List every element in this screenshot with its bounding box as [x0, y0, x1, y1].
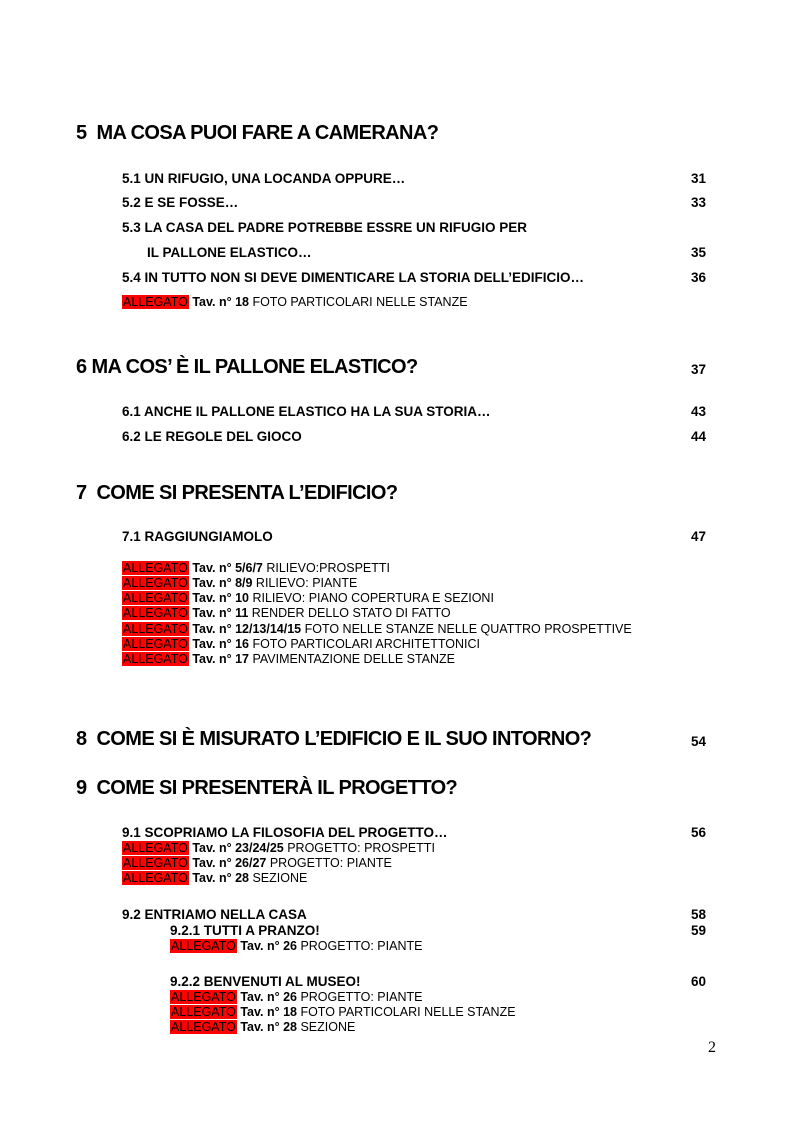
page-number: 2 — [708, 1039, 716, 1056]
attachment-tag: ALLEGATO — [123, 561, 188, 575]
attachment-line — [170, 1020, 355, 1035]
attachment-line — [170, 1005, 516, 1020]
attachment-tag: ALLEGATO — [171, 990, 236, 1004]
section-title: 5.3 LA CASA DEL PADRE POTREBBE ESSRE UN RIFUGIO PER — [122, 220, 528, 235]
attachment-line — [122, 637, 480, 652]
section-page: 33 — [690, 195, 706, 210]
section-page: 31 — [690, 171, 706, 186]
chapter-number: 5 — [76, 122, 87, 144]
attachment-line — [122, 576, 357, 591]
attachment-tag: ALLEGATO — [123, 637, 188, 651]
attachment-line — [170, 939, 422, 954]
attachment-desc: RENDER DELLO STATO DI FATTO — [248, 606, 451, 620]
attachment-tag: ALLEGATO — [123, 871, 188, 885]
attachment-tag: ALLEGATO — [123, 622, 188, 636]
section-page: 36 — [690, 270, 706, 285]
attachment-tav: Tav. n° 16 — [192, 637, 249, 651]
attachment-tav: Tav. n° 26/27 — [192, 856, 267, 870]
section-page: 60 — [690, 974, 706, 989]
attachment-line — [122, 606, 451, 621]
chapter-title: COME SI PRESENTERÀ IL PROGETTO? — [96, 777, 458, 799]
chapter-5-heading — [76, 122, 438, 145]
attachment-desc: PROGETTO: PROSPETTI — [283, 841, 435, 855]
attachment-tav: Tav. n° 11 — [192, 606, 249, 620]
attachment-desc: PROGETTO: PIANTE — [266, 856, 392, 870]
attachment-desc: FOTO NELLE STANZE NELLE QUATTRO PROSPETTIVE — [301, 622, 632, 636]
attachment-line — [122, 871, 307, 886]
attachment-line — [122, 652, 455, 667]
section-page: 44 — [690, 429, 706, 444]
attachment-tag: ALLEGATO — [171, 1005, 236, 1019]
attachment-tag: ALLEGATO — [123, 591, 188, 605]
attachment-tav: Tav. n° 28 — [240, 1020, 297, 1034]
attachment-tag: ALLEGATO — [123, 576, 188, 590]
subsection-title: 9.2.1 TUTTI A PRANZO! — [170, 923, 320, 938]
section-page: 58 — [690, 907, 706, 922]
chapter-number: 6 — [76, 356, 87, 378]
attachment-tag: ALLEGATO — [123, 652, 188, 666]
section-title: 7.1 RAGGIUNGIAMOLO — [122, 529, 273, 544]
section-title: IL PALLONE ELASTICO… — [147, 245, 312, 260]
attachment-tav: Tav. n° 26 — [240, 990, 297, 1004]
attachment-desc: PROGETTO: PIANTE — [296, 939, 423, 953]
attachment-desc: FOTO PARTICOLARI ARCHITETTONICI — [248, 637, 481, 651]
attachment-line — [122, 561, 390, 576]
attachment-tav: Tav. n° 12/13/14/15 — [192, 622, 302, 636]
chapter-title: MA COS’ È IL PALLONE ELASTICO? — [91, 356, 418, 378]
attachment-desc: PAVIMENTAZIONE DELLE STANZE — [248, 652, 456, 666]
chapter-title: COME SI PRESENTA L’EDIFICIO? — [96, 482, 398, 504]
attachment-desc: RILIEVO: PIANO COPERTURA E SEZIONI — [248, 591, 494, 605]
chapter-6-heading — [76, 356, 418, 379]
chapter-number: 7 — [76, 482, 87, 504]
chapter-title: COME SI È MISURATO L’EDIFICIO E IL SUO INTORNO? — [96, 728, 592, 750]
attachment-line — [122, 295, 468, 310]
section-title: 6.2 LE REGOLE DEL GIOCO — [122, 429, 302, 444]
attachment-tav: Tav. n° 10 — [192, 591, 249, 605]
attachment-tag: ALLEGATO — [171, 939, 236, 953]
attachment-desc: FOTO PARTICOLARI NELLE STANZE — [296, 1005, 516, 1019]
attachment-tag: ALLEGATO — [123, 856, 188, 870]
attachment-line — [122, 856, 392, 871]
attachment-tag: ALLEGATO — [171, 1020, 236, 1034]
section-title: 5.4 IN TUTTO NON SI DEVE DIMENTICARE LA STORIA DELL’EDIFICIO… — [122, 270, 585, 285]
attachment-tag: ALLEGATO — [123, 841, 188, 855]
subsection-title: 9.2.2 BENVENUTI AL MUSEO! — [170, 974, 361, 989]
section-title: 5.1 UN RIFUGIO, UNA LOCANDA OPPURE… — [122, 171, 406, 186]
section-page: 56 — [690, 825, 706, 840]
attachment-desc: PROGETTO: PIANTE — [296, 990, 423, 1004]
attachment-tav: Tav. n° 28 — [192, 871, 249, 885]
attachment-tav: Tav. n° 18 — [192, 295, 249, 309]
chapter-title: MA COSA PUOI FARE A CAMERANA? — [96, 122, 439, 144]
chapter-page: 54 — [690, 734, 706, 749]
section-title: 9.2 ENTRIAMO NELLA CASA — [122, 907, 307, 922]
attachment-tav: Tav. n° 17 — [192, 652, 249, 666]
attachment-tag: ALLEGATO — [123, 606, 188, 620]
attachment-tav: Tav. n° 5/6/7 — [192, 561, 263, 575]
attachment-tav: Tav. n° 26 — [240, 939, 297, 953]
attachment-desc: SEZIONE — [296, 1020, 356, 1034]
chapter-9-heading — [76, 777, 457, 800]
chapter-8-heading — [76, 728, 591, 751]
attachment-desc: FOTO PARTICOLARI NELLE STANZE — [248, 295, 468, 309]
attachment-desc: RILIEVO:PROSPETTI — [262, 561, 390, 575]
attachment-line — [122, 622, 632, 637]
section-page: 47 — [690, 529, 706, 544]
attachment-line — [122, 591, 494, 606]
attachment-tav: Tav. n° 18 — [240, 1005, 297, 1019]
section-title: 6.1 ANCHE IL PALLONE ELASTICO HA LA SUA STORIA… — [122, 404, 491, 419]
attachment-line — [170, 990, 422, 1005]
section-title: 9.1 SCOPRIAMO LA FILOSOFIA DEL PROGETTO… — [122, 825, 448, 840]
chapter-number: 9 — [76, 777, 87, 799]
attachment-line — [122, 841, 435, 856]
attachment-desc: RILIEVO: PIANTE — [252, 576, 358, 590]
attachment-tav: Tav. n° 23/24/25 — [192, 841, 284, 855]
section-page: 35 — [690, 245, 706, 260]
chapter-number: 8 — [76, 728, 87, 750]
attachment-desc: SEZIONE — [248, 871, 308, 885]
attachment-tag: ALLEGATO — [123, 295, 188, 309]
section-page: 43 — [690, 404, 706, 419]
section-title: 5.2 E SE FOSSE… — [122, 195, 239, 210]
attachment-tav: Tav. n° 8/9 — [192, 576, 253, 590]
chapter-page: 37 — [690, 362, 706, 377]
chapter-7-heading — [76, 482, 397, 505]
section-page: 59 — [690, 923, 706, 938]
